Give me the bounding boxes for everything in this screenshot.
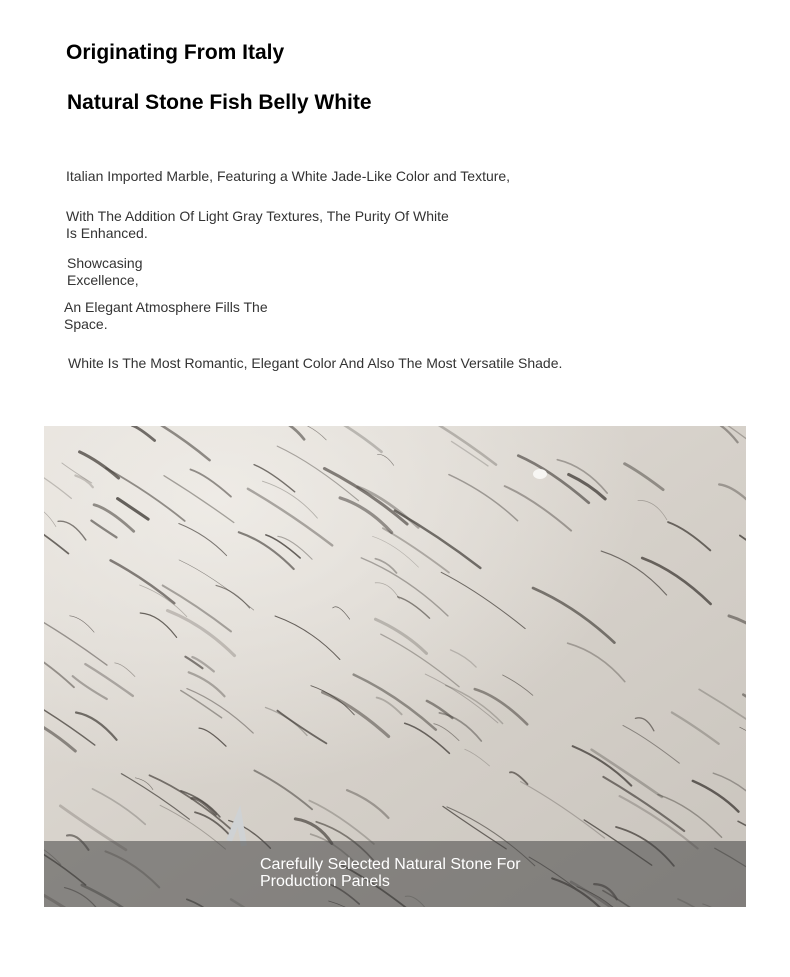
product-name: Natural Stone Fish Belly White [67,91,372,114]
description-line-1: Italian Imported Marble, Featuring a White Jade-Like Color and Texture, [66,168,511,184]
marble-texture [44,426,746,907]
caption-bar [44,841,746,907]
page-title: Originating From Italy [66,41,285,64]
photo-caption: Carefully Selected Natural Stone For Production Panels [260,856,521,890]
description-line-4: An Elegant Atmosphere Fills The Space. [64,299,268,332]
description-line-3: Showcasing Excellence, [67,255,143,288]
description-line-2: With The Addition Of Light Gray Textures, The Purity Of White Is Enhanced. [66,208,449,241]
description-line-5: White Is The Most Romantic, Elegant Color And Also The Most Versatile Shade. [68,355,563,371]
marble-photo [44,426,746,907]
